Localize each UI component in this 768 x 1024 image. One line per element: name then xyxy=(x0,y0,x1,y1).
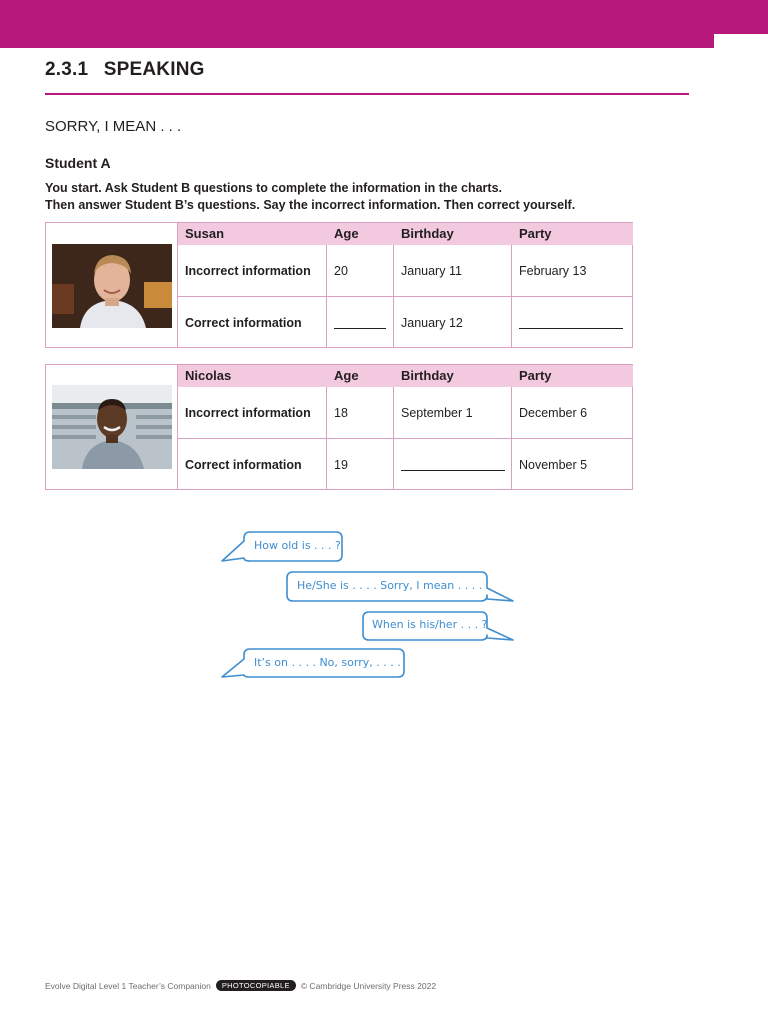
age-blank xyxy=(334,317,386,329)
instructions-line-1: You start. Ask Student B questions to complete the information in the charts. xyxy=(45,181,502,195)
age-value: 20 xyxy=(327,245,394,296)
instructions xyxy=(45,180,575,214)
birthday-value: January 12 xyxy=(394,297,512,348)
bubble-text-4: It’s on . . . . No, sorry, . . . . xyxy=(254,656,401,669)
bubble-text-3: When is his/her . . . ? xyxy=(372,618,488,631)
header-age: Age xyxy=(327,223,394,245)
nicolas-photo xyxy=(52,385,172,469)
party-value: November 5 xyxy=(519,457,588,472)
row-label: Correct information xyxy=(178,439,327,490)
age-value: 19 xyxy=(327,439,394,490)
birthday-blank-cell xyxy=(394,439,512,490)
chart-susan xyxy=(45,222,633,348)
header-age: Age xyxy=(327,365,394,387)
activity-title: SORRY, I MEAN . . . xyxy=(45,118,182,135)
footer-book-title: Evolve Digital Level 1 Teacher’s Companion xyxy=(45,980,211,991)
speech-bubbles xyxy=(0,525,768,685)
header-birthday: Birthday xyxy=(394,223,512,245)
student-label: Student A xyxy=(45,155,111,171)
row-label: Correct information xyxy=(178,297,327,348)
header-party: Party xyxy=(512,223,633,245)
table-row xyxy=(178,297,633,348)
header-party: Party xyxy=(512,365,633,387)
section-number: 2.3.1 xyxy=(45,59,89,80)
chart-nicolas xyxy=(45,364,633,490)
photo-cell xyxy=(46,223,178,347)
footer xyxy=(45,980,436,991)
party-blank xyxy=(519,317,623,329)
age-value: 18 xyxy=(327,387,394,438)
table-row xyxy=(178,245,633,296)
page-title xyxy=(45,59,205,81)
footer-copyright: © Cambridge University Press 2022 xyxy=(300,980,437,991)
row-label: Incorrect information xyxy=(178,245,327,296)
banner-notch xyxy=(714,34,768,48)
bubble-text-2: He/She is . . . . Sorry, I mean . . . . xyxy=(297,579,483,592)
photocopiable-badge: PHOTOCOPIABLE xyxy=(216,980,296,991)
birthday-value: September 1 xyxy=(394,387,512,438)
age-blank-cell xyxy=(327,297,394,348)
party-value: December 6 xyxy=(519,405,588,420)
instructions-line-2: Then answer Student B’s questions. Say the incorrect information. Then correct yourself. xyxy=(45,198,576,212)
party-blank-cell xyxy=(512,297,633,348)
header-birthday: Birthday xyxy=(394,365,512,387)
top-banner xyxy=(0,0,768,48)
title-divider xyxy=(45,93,689,95)
table-row xyxy=(178,387,633,438)
header-person: Susan xyxy=(178,223,327,245)
header-person: Nicolas xyxy=(178,365,327,387)
birthday-value: January 11 xyxy=(394,245,512,296)
table-row xyxy=(178,439,633,490)
party-value: February 13 xyxy=(519,263,587,278)
bubble-text-1: How old is . . . ? xyxy=(254,539,341,552)
birthday-blank xyxy=(401,459,505,471)
section-title: SPEAKING xyxy=(103,59,205,80)
photo-cell xyxy=(46,365,178,489)
susan-photo xyxy=(52,244,172,328)
row-label: Incorrect information xyxy=(178,387,327,438)
